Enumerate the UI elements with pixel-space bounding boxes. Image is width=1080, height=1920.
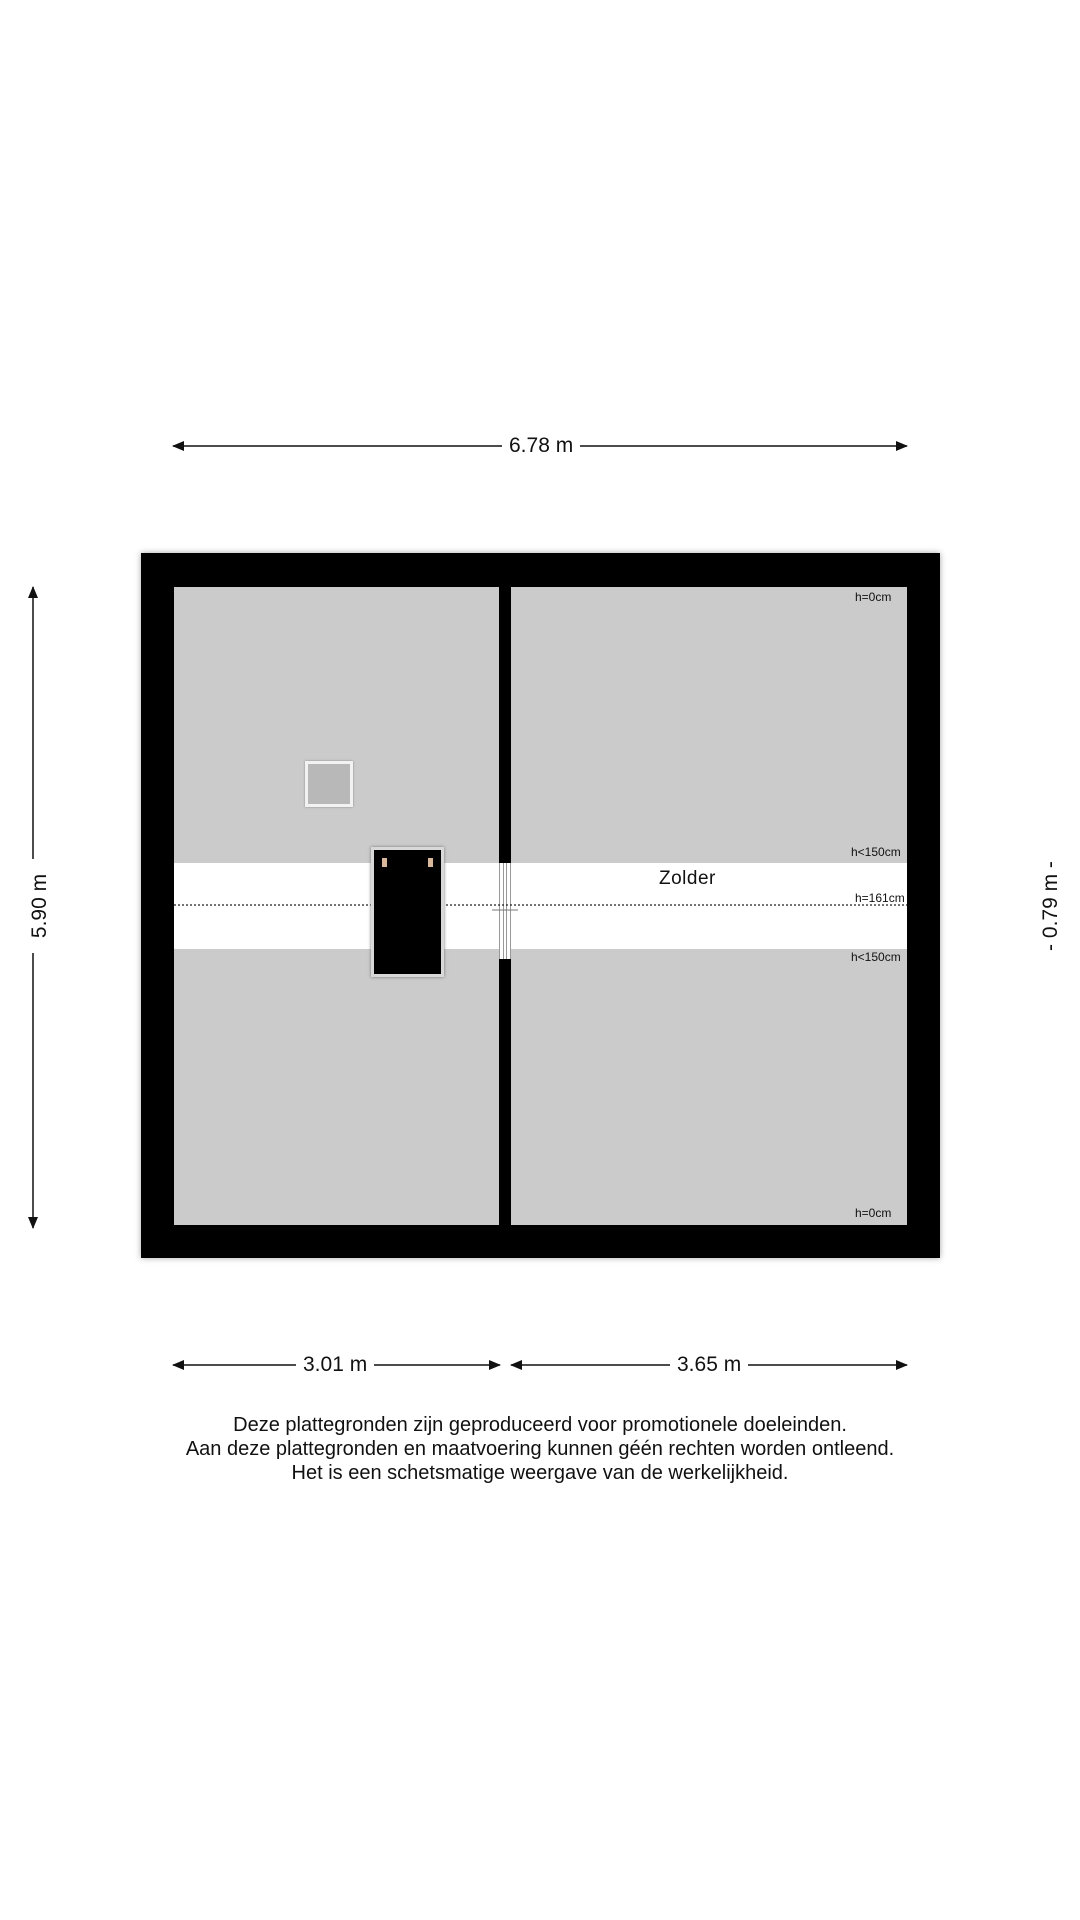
stair-post-right-icon xyxy=(428,858,433,867)
left-dimension-label: 5.90 m xyxy=(28,859,52,953)
height-label-center: h=161cm xyxy=(855,891,905,905)
height-label-bottom: h=0cm xyxy=(855,1206,892,1220)
height-label-lower-band: h<150cm xyxy=(851,950,901,964)
standing-height-band-left xyxy=(174,863,499,949)
disclaimer-line-3: Het is een schetsmatige weergave van de werkelijkheid. xyxy=(291,1462,789,1484)
disclaimer-line-2: Aan deze plattegronden en maatvoering kunnen géén rechten worden ontleend. xyxy=(185,1438,895,1460)
top-dimension-label: 6.78 m xyxy=(502,434,580,458)
partition-door xyxy=(499,863,511,959)
hatch-icon xyxy=(305,761,353,807)
stair-post-left-icon xyxy=(382,858,387,867)
bottom-left-dimension-label: 3.01 m xyxy=(296,1353,374,1377)
right-dimension-label: - 0.79 m - xyxy=(1039,861,1062,951)
room-name: Zolder xyxy=(659,868,716,889)
bottom-right-dimension-label: 3.65 m xyxy=(670,1353,748,1377)
stair-icon xyxy=(371,847,444,977)
disclaimer-line-1: Deze plattegronden zijn geproduceerd voor promotionele doeleinden. xyxy=(233,1414,847,1436)
height-label-upper-band: h<150cm xyxy=(851,845,901,859)
height-label-top: h=0cm xyxy=(855,590,892,604)
